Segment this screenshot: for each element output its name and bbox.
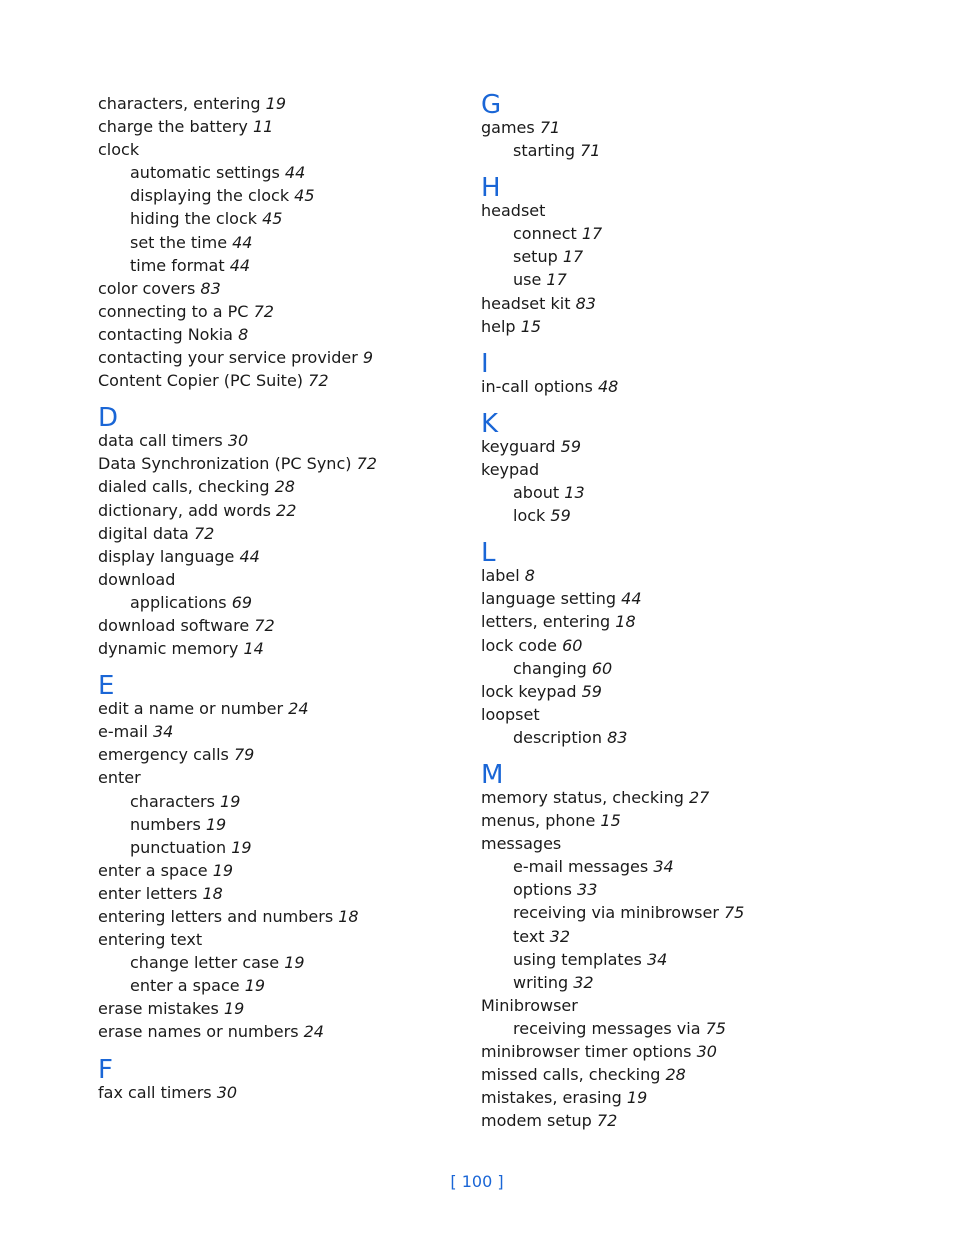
index-page-ref: 17 [581, 224, 603, 244]
index-page-ref: 24 [288, 699, 309, 719]
index-page-ref: 45 [262, 209, 283, 229]
section-letter-m: M [481, 759, 504, 790]
index-term: dynamic memory [98, 639, 239, 659]
index-entry [481, 564, 881, 587]
index-subentry [481, 925, 881, 948]
index-term: lock keypad [481, 681, 577, 701]
index-subentry [481, 948, 881, 971]
index-entry [98, 997, 458, 1020]
index-entry [481, 634, 881, 657]
index-term: edit a name or number [98, 699, 284, 719]
index-page-ref: 17 [546, 270, 567, 290]
index-term: modem setup [481, 1111, 592, 1131]
index-entry [481, 435, 881, 458]
index-term: e-mail [98, 722, 148, 742]
index-entry [98, 743, 458, 766]
index-page-ref: 72 [254, 615, 275, 635]
index-entry [481, 832, 881, 855]
index-entry [98, 882, 458, 905]
index-term: enter letters [98, 883, 198, 903]
index-subentry [98, 254, 458, 277]
index-term: receiving messages via [513, 1018, 701, 1038]
index-page-ref: 48 [597, 376, 619, 396]
index-term: download [98, 569, 176, 589]
index-subentry [481, 971, 881, 994]
index-entry [98, 928, 458, 951]
index-entry [98, 568, 458, 591]
index-term: Data Synchronization (PC Sync) [98, 454, 352, 474]
index-page-ref: 19 [220, 791, 241, 811]
index-page-ref: 24 [303, 1022, 324, 1042]
index-page-ref: 28 [665, 1065, 686, 1085]
index-term: starting [513, 141, 576, 161]
index-entry [98, 346, 458, 369]
index-entry [98, 115, 458, 138]
index-term: writing [513, 972, 569, 992]
index-subentry [98, 790, 458, 813]
index-page-ref: 72 [596, 1111, 618, 1131]
index-term: fax call timers [98, 1082, 212, 1102]
index-subentry [481, 1017, 881, 1040]
index-page-ref: 75 [723, 903, 745, 923]
index-term: keyguard [481, 436, 556, 456]
index-entry [98, 92, 458, 115]
index-term: lock [513, 506, 546, 526]
index-entry [481, 458, 881, 481]
index-entry [98, 323, 458, 346]
index-term: Minibrowser [481, 995, 578, 1015]
index-term: automatic settings [130, 163, 280, 183]
index-term: characters [130, 791, 215, 811]
index-page-ref: 44 [229, 255, 251, 275]
index-term: loopset [481, 704, 540, 724]
index-term: download software [98, 615, 250, 635]
index-page-ref: 17 [562, 247, 584, 267]
index-entry [98, 499, 458, 522]
index-term: enter a space [98, 860, 208, 880]
index-subentry [98, 207, 458, 230]
index-subentry [98, 161, 458, 184]
index-term: e-mail messages [513, 857, 649, 877]
index-page-ref: 45 [294, 186, 315, 206]
index-subentry [481, 726, 881, 749]
index-page-ref: 14 [243, 639, 264, 659]
index-term: memory status, checking [481, 787, 684, 807]
index-term: emergency calls [98, 745, 229, 765]
index-term: using templates [513, 949, 642, 969]
index-term: letters, entering [481, 612, 611, 632]
index-term: enter a space [130, 976, 240, 996]
index-term: headset [481, 201, 546, 221]
index-subentry [481, 245, 881, 268]
index-entry [98, 1081, 458, 1104]
index-entry [98, 859, 458, 882]
index-term: dialed calls, checking [98, 477, 270, 497]
index-term: data call timers [98, 431, 223, 451]
index-term: erase mistakes [98, 999, 219, 1019]
index-page-ref: 18 [202, 883, 223, 903]
index-subentry [481, 222, 881, 245]
index-page-ref: 15 [520, 316, 542, 336]
index-page-ref: 44 [621, 589, 642, 609]
index-page-ref: 22 [276, 500, 297, 520]
index-page-ref: 44 [284, 163, 306, 183]
index-term: connecting to a PC [98, 301, 249, 321]
index-subentry [481, 504, 881, 527]
index-page-ref: 9 [362, 348, 374, 368]
section-letter-f: F [98, 1054, 113, 1085]
index-page-ref: 60 [591, 658, 613, 678]
index-page-ref: 59 [581, 681, 602, 701]
index-term: entering letters and numbers [98, 907, 334, 926]
index-subentry [481, 139, 881, 162]
index-entry [481, 786, 881, 809]
index-page-ref: 71 [580, 141, 601, 161]
index-term: mistakes, erasing [481, 1088, 622, 1108]
index-subentry [481, 481, 881, 504]
index-page-ref: 72 [253, 301, 274, 321]
index-page-ref: 59 [550, 506, 571, 526]
index-term: entering text [98, 930, 203, 950]
index-entry [481, 1109, 881, 1132]
index-page-ref: 44 [239, 546, 260, 566]
index-page-ref: 32 [573, 972, 594, 992]
index-page-ref: 44 [232, 232, 253, 252]
section-letter-i: I [481, 348, 489, 379]
index-entry [481, 994, 881, 1017]
index-entry [481, 116, 881, 139]
index-page-ref: 19 [284, 953, 305, 973]
index-page-ref: 72 [193, 523, 215, 543]
index-term: erase names or numbers [98, 1022, 299, 1042]
section-letter-e: E [98, 671, 115, 702]
index-entry [98, 300, 458, 323]
index-term: lock code [481, 635, 557, 655]
index-term: messages [481, 834, 562, 854]
index-term: color covers [98, 278, 196, 298]
index-subentry [481, 855, 881, 878]
index-page-ref: 15 [600, 811, 621, 831]
index-entry [98, 452, 458, 475]
index-term: description [513, 727, 602, 747]
index-term: set the time [130, 232, 228, 252]
index-term: characters, entering [98, 94, 261, 113]
index-page-ref: 34 [153, 722, 174, 742]
index-subentry [98, 951, 458, 974]
index-entry [98, 720, 458, 743]
index-page-ref: 19 [205, 814, 227, 834]
index-page-ref: 19 [231, 837, 252, 857]
index-term: in-call options [481, 376, 593, 396]
index-page-ref: 27 [688, 787, 710, 807]
index-subentry [481, 268, 881, 291]
index-entry [481, 315, 881, 338]
index-term: punctuation [130, 837, 227, 857]
index-term: numbers [130, 814, 201, 834]
index-entry [98, 697, 458, 720]
index-entry [98, 637, 458, 660]
index-page-ref: 18 [615, 612, 636, 632]
index-subentry [98, 813, 458, 836]
index-page-ref: 11 [252, 117, 274, 137]
index-entry [481, 680, 881, 703]
index-page-ref: 19 [265, 94, 286, 113]
section-letter-g: G [481, 90, 502, 120]
index-term: connect [513, 224, 577, 244]
index-entry [98, 475, 458, 498]
index-page-ref: 32 [549, 926, 571, 946]
index-page-ref: 72 [356, 454, 377, 474]
index-term: digital data [98, 523, 189, 543]
index-page-ref: 72 [308, 371, 329, 391]
index-entry [98, 766, 458, 789]
index-term: hiding the clock [130, 209, 258, 229]
index-page-ref: 83 [200, 278, 221, 298]
index-entry [98, 369, 458, 392]
index-subentry [98, 231, 458, 254]
index-entry [98, 138, 458, 161]
index-page-ref: 30 [227, 431, 249, 451]
index-entry [481, 587, 881, 610]
page-number: [ 100 ] [450, 1172, 504, 1191]
index-subentry [481, 878, 881, 901]
index-entry [481, 292, 881, 315]
index-page-ref: 8 [238, 324, 249, 344]
index-term: setup [513, 247, 558, 267]
index-term: clock [98, 140, 140, 160]
index-page-ref: 19 [223, 999, 245, 1019]
index-page-ref: 83 [575, 293, 596, 313]
index-page-ref: 83 [607, 727, 628, 747]
index-term: about [513, 483, 560, 503]
index-entry [481, 199, 881, 222]
index-entry [98, 522, 458, 545]
index-term: change letter case [130, 953, 280, 973]
index-entry [98, 905, 458, 928]
index-page-ref: 34 [653, 857, 674, 877]
index-entry [98, 614, 458, 637]
index-term: contacting Nokia [98, 324, 233, 344]
index-page-ref: 71 [539, 118, 561, 137]
index-term: language setting [481, 589, 617, 609]
index-entry [98, 1020, 458, 1043]
index-entry [481, 1063, 881, 1086]
index-term: menus, phone [481, 811, 596, 831]
index-term: keypad [481, 459, 540, 479]
index-subentry [98, 591, 458, 614]
index-term: text [513, 926, 545, 946]
index-term: games [481, 118, 535, 137]
index-entry [481, 1040, 881, 1063]
index-entry [481, 375, 881, 398]
index-term: label [481, 566, 520, 586]
index-subentry [98, 974, 458, 997]
index-page-ref: 30 [216, 1082, 238, 1102]
index-entry [98, 277, 458, 300]
index-term: Content Copier (PC Suite) [98, 371, 304, 391]
index-entry [481, 610, 881, 633]
index-term: charge the battery [98, 117, 248, 137]
index-term: dictionary, add words [98, 500, 271, 520]
section-letter-k: K [481, 408, 499, 439]
index-term: display language [98, 546, 235, 566]
index-page-ref: 28 [274, 477, 295, 497]
index-subentry [98, 184, 458, 207]
index-page-ref: 59 [560, 436, 582, 456]
index-page-ref: 79 [233, 745, 255, 765]
index-term: missed calls, checking [481, 1065, 661, 1085]
index-entry [481, 1086, 881, 1109]
index-page-ref: 19 [244, 976, 266, 996]
index-term: enter [98, 768, 141, 788]
index-page-ref: 75 [705, 1018, 726, 1038]
index-entry [481, 809, 881, 832]
index-page-ref: 8 [524, 566, 535, 586]
index-term: displaying the clock [130, 186, 290, 206]
index-page-ref: 33 [577, 880, 598, 900]
index-term: receiving via minibrowser [513, 903, 719, 923]
index-page-ref: 60 [562, 635, 583, 655]
index-page-ref: 30 [696, 1042, 717, 1061]
index-column-left [98, 92, 458, 1104]
index-term: headset kit [481, 293, 571, 313]
index-page-ref: 13 [564, 483, 585, 503]
index-page-ref: 69 [231, 592, 253, 612]
index-page-ref: 18 [338, 907, 359, 926]
section-letter-d: D [98, 403, 119, 434]
index-subentry [481, 901, 881, 924]
index-page-ref: 34 [646, 949, 668, 969]
section-letter-l: L [481, 538, 496, 569]
index-entry [98, 429, 458, 452]
index-term: contacting your service provider [98, 348, 358, 368]
index-term: help [481, 316, 516, 336]
index-column-right [481, 92, 881, 1132]
index-page-ref: 19 [212, 860, 234, 880]
index-term: minibrowser timer options [481, 1042, 692, 1061]
index-subentry [98, 836, 458, 859]
index-term: options [513, 880, 572, 900]
section-letter-h: H [481, 173, 501, 204]
index-term: time format [130, 255, 225, 275]
index-term: changing [513, 658, 587, 678]
index-entry [98, 545, 458, 568]
index-term: use [513, 270, 542, 290]
index-entry [481, 703, 881, 726]
index-subentry [481, 657, 881, 680]
index-page-ref: 19 [626, 1088, 648, 1108]
index-term: applications [130, 592, 227, 612]
